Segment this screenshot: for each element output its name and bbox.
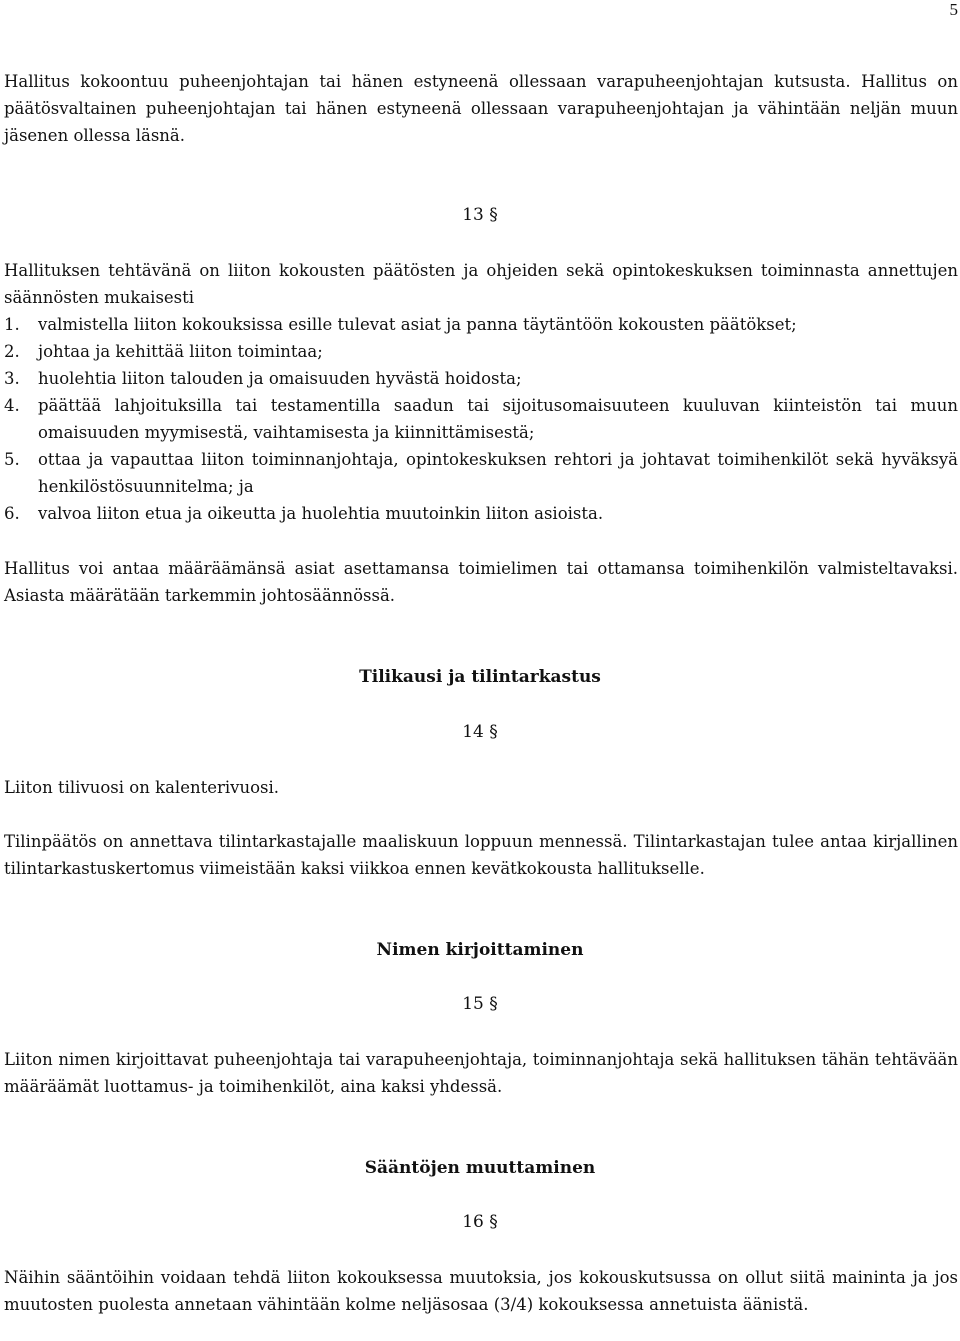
list-item-number: 4. [4,396,20,415]
list-item-number: 6. [4,504,20,523]
section-15-heading: Nimen kirjoittaminen [376,940,584,960]
section-16-heading: Sääntöjen muuttaminen [364,1158,596,1178]
fiscal-year-paragraph: Liiton tilivuosi on kalenterivuosi. [4,778,280,797]
list-item-number: 1. [4,315,20,334]
list-item [4,446,958,500]
section-14-number: 14 § [462,722,498,742]
section-13-duties-list [4,311,958,527]
list-item-text: päättää lahjoituksilla tai testamentilla saadun tai sijoitusomaisuuteen kuuluvan kiinteistön tai muun omaisuuden myymisestä, vaihtamisesta ja kiinnittämisestä; [38,396,958,442]
intro-paragraph: Hallitus kokoontuu puheenjohtajan tai hänen estyneenä ollessaan varapuheenjohtajan kutsusta. Hallitus on päätösvaltainen puheenjohtajan tai hänen estyneenä ollessaan varapuheenjohtajan ja vähintään neljän muun jäsenen ollessa läsnä. [4,72,958,145]
section-13-number: 13 § [462,205,498,225]
list-item-text: huolehtia liiton talouden ja omaisuuden hyvästä hoidosta; [38,369,522,388]
list-item [4,311,958,338]
section-15-number: 15 § [462,994,498,1014]
list-item [4,392,958,446]
section-16-number: 16 § [462,1212,498,1232]
list-item-text: ottaa ja vapauttaa liiton toiminnanjohtaja, opintokeskuksen rehtori ja johtavat toimihenkilöt sekä hyväksyä henkilöstösuunnitelma; ja [38,450,958,496]
section-16-text: Näihin sääntöihin voidaan tehdä liiton kokouksessa muutoksia, jos kokouskutsussa on ollut siitä maininta ja jos muutosten puolesta annetaan vähintään kolme neljäsosaa (3/4) kokouksessa annetuista äänistä. [4,1268,958,1314]
list-item-number: 2. [4,342,20,361]
section-15-text: Liiton nimen kirjoittavat puheenjohtaja tai varapuheenjohtaja, toiminnanjohtaja sekä hallituksen tähän tehtävään määräämät luottamus- ja toimihenkilöt, aina kaksi yhdessä. [4,1050,958,1096]
list-item-number: 3. [4,369,20,388]
section-14-text: Tilinpäätös on annettava tilintarkastajalle maaliskuun loppuun mennessä. Tilintarkastajan tulee antaa kirjallinen tilintarkastuskertomus viimeistään kaksi viikkoa ennen kevätkokousta hallitukselle. [4,832,958,878]
section-13-lead: Hallituksen tehtävänä on liiton kokousten päätösten ja ohjeiden sekä opintokeskuksen toiminnasta annettujen säännösten mukaisesti [4,261,958,307]
list-item-text: johtaa ja kehittää liiton toimintaa; [38,342,323,361]
list-item [4,365,958,392]
list-item-text: valvoa liiton etua ja oikeutta ja huolehtia muutoinkin liiton asioista. [38,504,604,523]
section-13-closing: Hallitus voi antaa määräämänsä asiat asettamansa toimielimen tai ottamansa toimihenkilön valmisteltavaksi. Asiasta määrätään tarkemmin johtosäännössä. [4,559,958,605]
list-item [4,500,958,527]
list-item-number: 5. [4,450,20,469]
list-item [4,338,958,365]
section-14-heading: Tilikausi ja tilintarkastus [359,667,601,687]
list-item-text: valmistella liiton kokouksissa esille tulevat asiat ja panna täytäntöön kokousten päätökset; [38,315,797,334]
page-number: 5 [949,0,958,19]
